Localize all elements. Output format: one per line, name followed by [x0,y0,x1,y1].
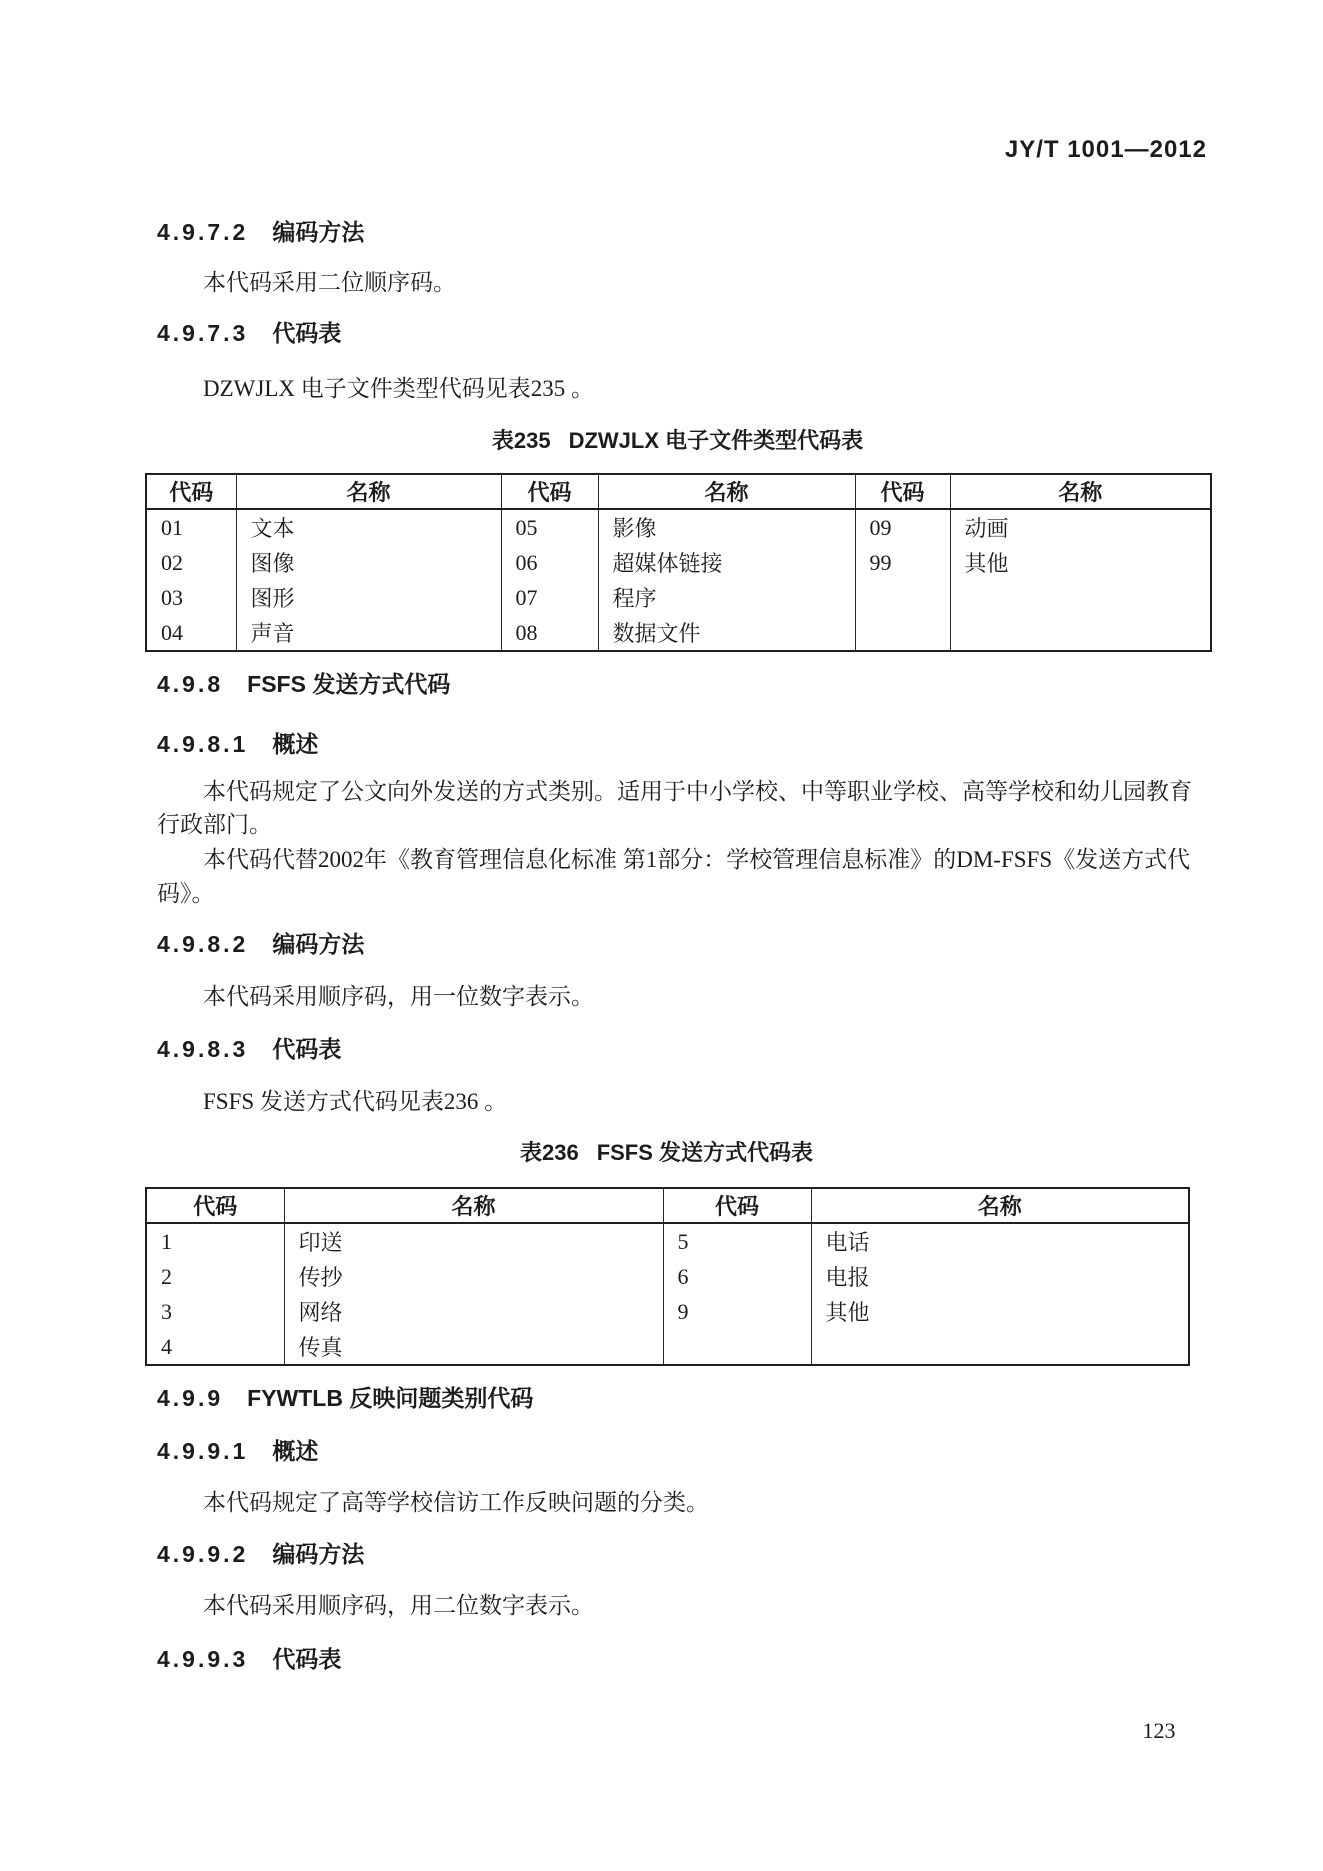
name-cell: 数据文件 [598,615,855,651]
column-header: 代码 [146,1188,284,1223]
section-heading-4-9-9-2 [157,1541,364,1567]
code-cell: 6 [663,1259,811,1294]
name-cell: 电报 [811,1259,1189,1294]
code-cell: 02 [161,549,183,575]
section-number: 4.9.8 [157,671,224,697]
section-heading-4-9-8 [157,671,450,697]
section-number: 4.9.9.2 [157,1541,249,1567]
paragraph-line: 行政部门。 [157,812,272,837]
table-row [146,580,1211,615]
column-header: 名称 [598,474,855,509]
section-heading-4-9-8-1 [157,731,318,757]
table-235 [145,473,1212,652]
section-number: 4.9.9 [157,1385,224,1411]
section-title: 编码方法 [272,931,365,957]
section-title: 代码表 [272,320,342,346]
table-236 [145,1187,1190,1366]
name-cell: 声音 [236,615,501,651]
name-cell: 影像 [598,509,855,545]
paragraph: 本代码采用二位顺序码。 [203,270,456,295]
table-row [146,1259,1189,1294]
name-cell: 其他 [811,1294,1189,1329]
name-cell [811,1329,1189,1365]
code-cell: 04 [161,619,183,645]
code-cell: 01 [161,514,183,540]
document-code-header: JY/T 1001—2012 [1004,136,1207,163]
section-title: 概述 [272,1438,319,1464]
column-header: 名称 [811,1188,1189,1223]
paragraph-line: 码》。 [157,881,215,906]
name-cell: 图形 [236,580,501,615]
code-cell [855,615,950,651]
section-heading-4-9-8-3 [157,1036,341,1062]
section-title: 代码表 [272,1646,342,1672]
section-title: 概述 [272,731,319,757]
code-cell: 1 [161,1228,172,1254]
section-number: 4.9.9.1 [157,1438,249,1464]
paragraph-line: 本代码代替2002年《教育管理信息化标准 第1部分：学校管理信息标准》的DM-FSFS《发送方式代 [203,847,1191,872]
table-row [146,1329,1189,1365]
table-caption-number: 表235 [491,428,551,453]
code-cell: 3 [161,1298,172,1324]
table-row [146,545,1211,580]
name-cell: 电话 [811,1223,1189,1259]
name-cell [950,615,1211,651]
column-header: 代码 [146,474,236,509]
name-cell: 文本 [236,509,501,545]
section-title: FYWTLB 反映问题类别代码 [247,1385,534,1411]
paragraph: 本代码规定了高等学校信访工作反映问题的分类。 [203,1490,709,1515]
code-cell: 4 [161,1333,172,1359]
table-header-row [146,474,1211,509]
table-header-row [146,1188,1189,1223]
name-cell: 超媒体链接 [598,545,855,580]
code-cell: 99 [855,545,950,580]
table-row [146,1294,1189,1329]
name-cell: 其他 [950,545,1211,580]
section-number: 4.9.7.3 [157,320,249,346]
table-235-caption [145,428,1210,453]
name-cell: 印送 [284,1223,663,1259]
section-heading-4-9-9 [157,1385,533,1411]
table-caption-title: DZWJLX 电子文件类型代码表 [568,428,864,453]
column-header: 名称 [284,1188,663,1223]
paragraph: DZWJLX 电子文件类型代码见表235 。 [203,376,594,401]
section-heading-4-9-7-2 [157,219,364,245]
code-cell: 06 [501,545,598,580]
table-caption-title: FSFS 发送方式代码表 [596,1140,814,1165]
column-header: 代码 [501,474,598,509]
table-caption-number: 表236 [519,1140,579,1165]
code-cell: 9 [663,1294,811,1329]
column-header: 名称 [950,474,1211,509]
name-cell: 传真 [284,1329,663,1365]
paragraph-line: 本代码规定了公文向外发送的方式类别。适用于中小学校、中等职业学校、高等学校和幼儿园教育 [203,779,1192,804]
section-title: FSFS 发送方式代码 [247,671,451,697]
code-cell: 05 [501,509,598,545]
section-title: 编码方法 [272,1541,365,1567]
name-cell [950,580,1211,615]
name-cell: 程序 [598,580,855,615]
table-236-caption [145,1140,1188,1165]
paragraph: 本代码采用顺序码，用一位数字表示。 [203,984,594,1009]
section-title: 代码表 [272,1036,342,1062]
column-header: 代码 [855,474,950,509]
paragraph: FSFS 发送方式代码见表236 。 [203,1089,508,1114]
name-cell: 传抄 [284,1259,663,1294]
table-row [146,615,1211,651]
section-number: 4.9.8.1 [157,731,249,757]
section-heading-4-9-7-3 [157,320,341,346]
section-heading-4-9-8-2 [157,931,364,957]
code-cell: 07 [501,580,598,615]
name-cell: 图像 [236,545,501,580]
section-number: 4.9.9.3 [157,1646,249,1672]
column-header: 代码 [663,1188,811,1223]
code-cell [663,1329,811,1365]
name-cell: 网络 [284,1294,663,1329]
code-cell: 5 [663,1223,811,1259]
paragraph: 本代码采用顺序码，用二位数字表示。 [203,1593,594,1618]
code-cell: 09 [855,509,950,545]
column-header: 名称 [236,474,501,509]
section-title: 编码方法 [272,219,365,245]
table-row [146,1223,1189,1259]
name-cell: 动画 [950,509,1211,545]
code-cell [855,580,950,615]
section-heading-4-9-9-3 [157,1646,341,1672]
section-number: 4.9.8.3 [157,1036,249,1062]
table-row [146,509,1211,545]
section-number: 4.9.8.2 [157,931,249,957]
page-number: 123 [1142,1718,1176,1743]
code-cell: 03 [161,584,183,610]
code-cell: 2 [161,1263,172,1289]
code-cell: 08 [501,615,598,651]
section-heading-4-9-9-1 [157,1438,318,1464]
section-number: 4.9.7.2 [157,219,249,245]
